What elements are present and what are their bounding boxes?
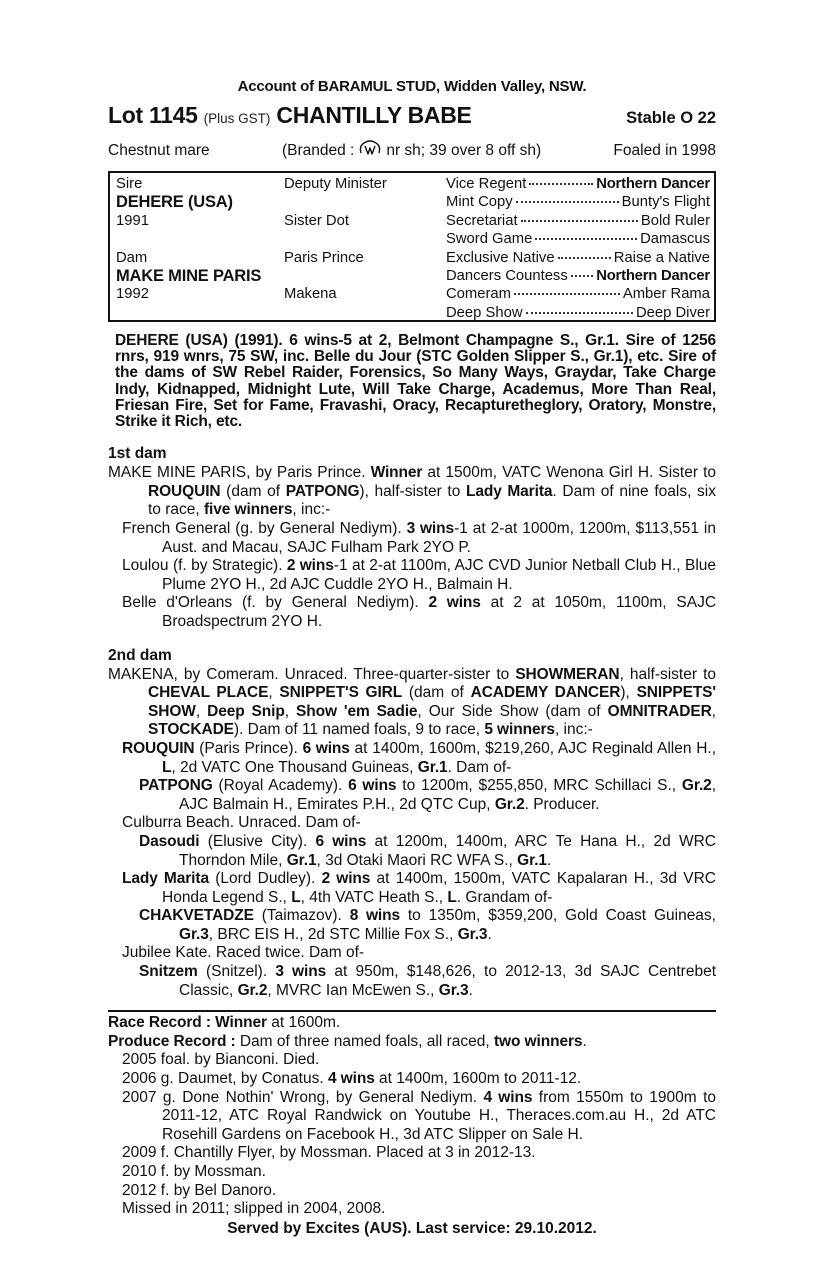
second-dam-heading: 2nd dam: [108, 646, 172, 664]
ancestor-name: Comeram: [446, 286, 511, 303]
paragraph: 2012 f. by Bel Danoro.: [122, 1181, 277, 1199]
ancestor-row: [446, 285, 710, 303]
ancestor-parent-name: Deep Diver: [635, 304, 710, 321]
grandparent-name: Paris Prince: [284, 249, 364, 266]
dotted-leader: [526, 312, 633, 314]
ancestor-row: [446, 230, 710, 248]
foaled-year: Foaled in 1998: [613, 142, 716, 159]
dotted-leader: [521, 220, 638, 222]
paragraph: Missed in 2011; slipped in 2004, 2008.: [122, 1200, 386, 1218]
dotted-leader: [516, 201, 619, 203]
ancestor-name: Sword Game: [446, 231, 533, 248]
paragraph: Race Record : Winner at 1600m.: [108, 1014, 341, 1032]
branded-prefix: (Branded :: [281, 142, 355, 159]
ancestor-name: Vice Regent: [446, 176, 527, 192]
grandparent-name: Sister Dot: [284, 212, 349, 229]
horse-name: CHANTILLY BABE: [276, 102, 472, 128]
paragraph: Lady Marita (Lord Dudley). 2 wins at 1400m, 1500m, VATC Kapalaran H., 3d VRC Honda Legend S., L, 4th VATC Heath S., L. Grandam of-: [122, 870, 716, 906]
second-dam-paragraphs: [108, 666, 716, 1001]
first-dam-section: [108, 445, 716, 631]
ancestor-parent-name: Bold Ruler: [640, 212, 710, 229]
ancestor-row: [446, 267, 710, 285]
account-line: Account of BARAMUL STUD, Widden Valley, NSW.: [237, 78, 587, 95]
ancestor-parent-name: Bunty's Flight: [621, 194, 710, 211]
ancestor-row: [446, 193, 710, 211]
sire-name: DEHERE (USA): [116, 193, 233, 212]
ancestor-name: Secretariat: [446, 212, 518, 229]
grandparent-name: Deputy Minister: [284, 176, 387, 192]
paragraph: MAKENA, by Comeram. Unraced. Three-quarter-sister to SHOWMERAN, half-sister to CHEVAL PLACE, SNIPPET'S GIRL (dam of ACADEMY DANCER), SNIPPETS' SHOW, Deep Snip, Show 'em Sadie, Our Side Show (dam of OMNITRADER, STOCKADE). Dam of 11 named foals, 9 to race, 5 winners, inc:-: [108, 665, 717, 739]
first-dam-paragraphs: [108, 464, 716, 631]
dotted-leader: [535, 238, 637, 240]
second-dam-section: [108, 647, 716, 1001]
first-dam-heading: 1st dam: [108, 445, 167, 463]
paragraph: 2009 f. Chantilly Flyer, by Mossman. Placed at 3 in 2012-13.: [122, 1144, 536, 1162]
plus-gst-note: (Plus GST): [203, 111, 271, 126]
branded-suffix: nr sh; 39 over 8 off sh): [386, 142, 542, 159]
ancestor-row: [446, 304, 710, 322]
pedigree-table: [108, 171, 716, 322]
ancestor-name: Exclusive Native: [446, 249, 555, 266]
dam-name: MAKE MINE PARIS: [116, 266, 262, 285]
paragraph: 2010 f. by Mossman.: [122, 1163, 266, 1180]
grandparent-name: Makena: [284, 286, 337, 303]
ancestor-parent-name: Northern Dancer: [596, 176, 710, 192]
paragraph: French General (g. by General Nediym). 3 wins-1 at 2-at 1000m, 1200m, $113,551 in Aust. and Macau, SAJC Fulham Park 2YO P.: [122, 520, 716, 556]
paragraph: Culburra Beach. Unraced. Dam of-: [122, 814, 361, 832]
w-brand-mark-icon: [358, 140, 382, 157]
ancestor-parent-name: Amber Rama: [622, 286, 710, 303]
sire-label: Sire: [116, 176, 143, 192]
ancestor-row: [446, 212, 710, 230]
paragraph: Snitzem (Snitzel). 3 wins at 950m, $148,626, to 2012-13, 3d SAJC Centrebet Classic, Gr.2, MVRC Ian McEwen S., Gr.3.: [139, 963, 717, 999]
dam-year: 1992: [116, 286, 149, 303]
paragraph: MAKE MINE PARIS, by Paris Prince. Winner at 1500m, VATC Wenona Girl H. Sister to ROUQUIN (dam of PATPONG), half-sister to Lady Marita. Dam of nine foals, six to race, five winners, inc:-: [108, 464, 716, 519]
dotted-leader: [529, 183, 593, 185]
dotted-leader: [558, 257, 611, 259]
paragraph: 2007 g. Done Nothin' Wrong, by General Nediym. 4 wins from 1550m to 1900m to 2011-12, ATC Royal Randwick on Youtube H., Theraces.com.au H., 2d ATC Rosehill Gardens on Facebook H., 3d ATC Slipper on Sale H.: [122, 1088, 717, 1143]
page-content: [108, 0, 716, 1238]
dotted-leader: [514, 293, 620, 295]
paragraph: Jubilee Kate. Raced twice. Dam of-: [122, 944, 365, 962]
paragraph: PATPONG (Royal Academy). 6 wins to 1200m, $255,850, MRC Schillaci S., Gr.2, AJC Balmain H., Emirates P.H., 2d QTC Cup, Gr.2. Producer.: [139, 777, 716, 813]
ancestor-row: [446, 175, 710, 193]
ancestor-row: [446, 249, 710, 267]
spacer-row: [116, 230, 284, 248]
ancestor-name: Dancers Countess: [446, 267, 568, 284]
description-line: [108, 138, 716, 160]
paragraph: 2006 g. Daumet, by Conatus. 4 wins at 1400m, 1600m to 2011-12.: [122, 1070, 582, 1088]
pedigree-grandparents-column: [284, 175, 446, 319]
lot-line: [108, 102, 716, 129]
served-by-line: Served by Excites (AUS). Last service: 29.10.2012.: [227, 1219, 597, 1237]
ancestor-parent-name: Raise a Native: [613, 249, 710, 266]
stable-number: Stable O 22: [626, 109, 716, 127]
paragraph: ROUQUIN (Paris Prince). 6 wins at 1400m, 1600m, $219,260, AJC Reginald Allen H., L, 2d VATC One Thousand Guineas, Gr.1. Dam of-: [122, 739, 716, 776]
record-paragraphs: [108, 1014, 716, 1219]
pedigree-subject-column: [116, 175, 284, 319]
paragraph: Belle d'Orleans (f. by General Nediym). 2 wins at 2 at 1050m, 1100m, SAJC Broadspectrum 2YO H.: [122, 594, 717, 630]
ancestor-name: Deep Show: [446, 304, 523, 321]
dam-label: Dam: [116, 249, 148, 266]
ancestor-parent-name: Damascus: [640, 231, 710, 248]
sire-summary-paragraph: DEHERE (USA) (1991). 6 wins-5 at 2, Belmont Champagne S., Gr.1. Sire of 1256 rnrs, 919 wnrs, 75 SW, inc. Belle du Jour (STC Golden Slipper S., Gr.1), etc. Sire of the dams of SW Rebel Raider, Forensics, So Many Ways, Graydar, Take Charge Indy, Kidnapped, Midnight Lute, Will Take Charge, Academus, More Than Real, Friesan Fire, Set for Fame, Fravashi, Oracy, Recapturetheglory, Oratory, Monstre, Strike it Rich, etc.: [115, 332, 716, 431]
ancestor-name: Mint Copy: [446, 194, 513, 211]
paragraph: 2005 foal. by Bianconi. Died.: [122, 1051, 320, 1069]
brand-description: [282, 138, 541, 160]
lot-number: Lot 1145: [108, 102, 198, 128]
ancestor-parent-name: Northern Dancer: [596, 267, 710, 284]
sire-year: 1991: [116, 212, 149, 229]
paragraph: Loulou (f. by Strategic). 2 wins-1 at 2-at 1100m, AJC CVD Junior Netball Club H., Blue Plume 2YO H., 2d AJC Cuddle 2YO H., Balmain H.: [122, 557, 717, 593]
paragraph: Dasoudi (Elusive City). 6 wins at 1200m, 1400m, ARC Te Hana H., 2d WRC Thorndon Mile, Gr.1, 3d Otaki Maori RC WFA S., Gr.1.: [139, 832, 716, 869]
section-divider: [108, 1010, 716, 1012]
paragraph: Produce Record : Dam of three named foals, all raced, two winners.: [108, 1032, 587, 1050]
dotted-leader: [571, 275, 594, 277]
colour-sex: Chestnut mare: [108, 142, 210, 159]
pedigree-ancestors-column: [446, 175, 710, 319]
paragraph: CHAKVETADZE (Taimazov). 8 wins to 1350m, $359,200, Gold Coast Guineas, Gr.3, BRC EIS H., 2d STC Millie Fox S., Gr.3.: [139, 907, 716, 943]
